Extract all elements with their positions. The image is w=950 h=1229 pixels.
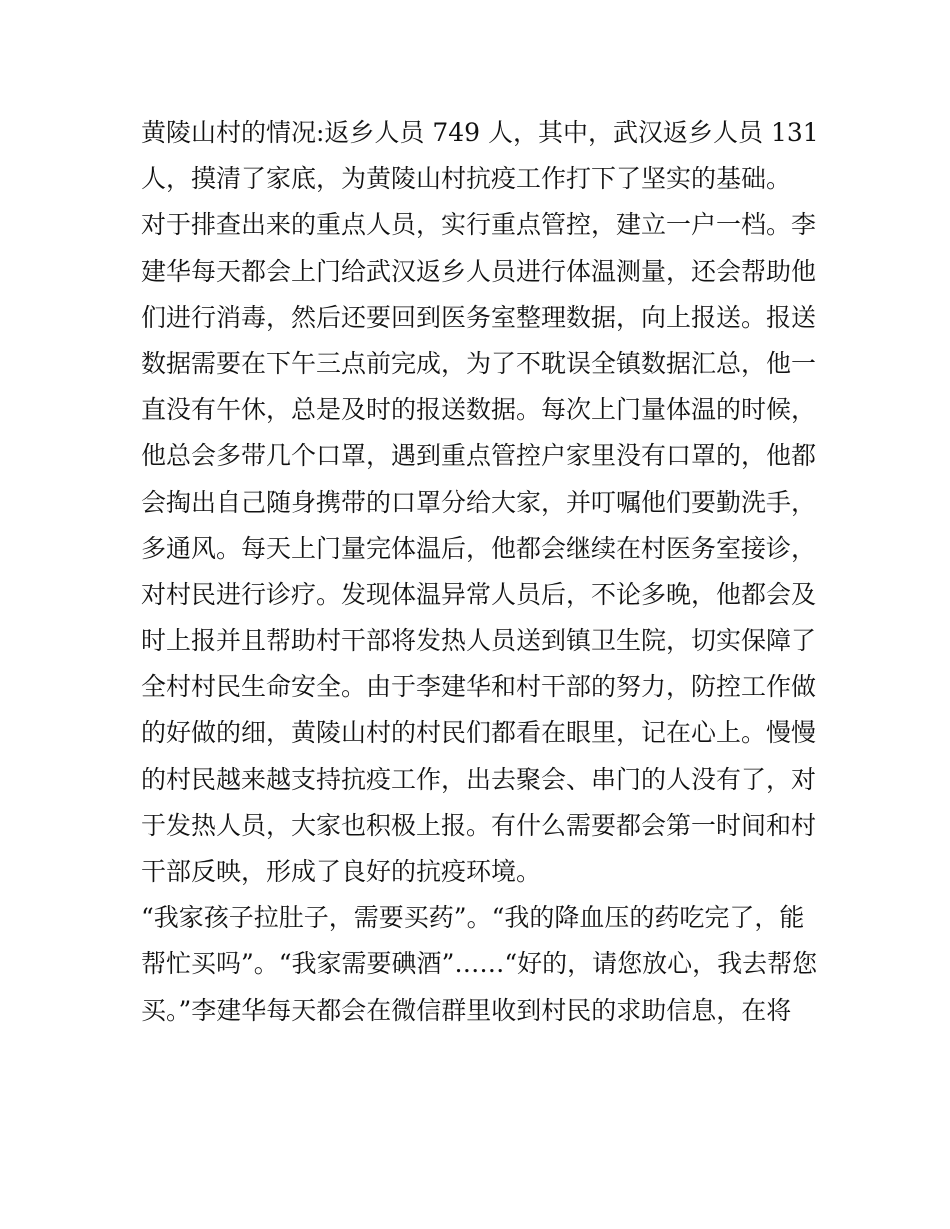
text-line: 多通风。每天上门量完体温后，他都会继续在村医务室接诊， bbox=[141, 533, 817, 563]
text-line: 们进行消毒，然后还要回到医务室整理数据，向上报送。报送 bbox=[141, 302, 817, 332]
text-line: 全村村民生命安全。由于李建华和村干部的努力，防控工作做 bbox=[141, 672, 817, 702]
body-text bbox=[141, 110, 821, 1034]
text-line: 干部反映，形成了良好的抗疫环境。 bbox=[141, 857, 542, 886]
text-line: 帮忙买吗”。“我家需要碘酒”……“好的，请您放心，我去帮您 bbox=[141, 949, 818, 979]
text-line: 买。”李建华每天都会在微信群里收到村民的求助信息，在将 bbox=[141, 995, 792, 1025]
text-line: 他总会多带几个口罩，遇到重点管控户家里没有口罩的，他都 bbox=[141, 441, 817, 471]
text-line: “我家孩子拉肚子，需要买药”。“我的降血压的药吃完了，能 bbox=[141, 903, 805, 933]
text-line: 的村民越来越支持抗疫工作，出去聚会、串门的人没有了，对 bbox=[141, 764, 817, 794]
text-line: 对于排查出来的重点人员，实行重点管控，建立一户一档。李 bbox=[141, 210, 817, 240]
text-line: 的好做的细，黄陵山村的村民们都看在眼里，记在心上。慢慢 bbox=[141, 718, 817, 748]
text-line: 人，摸清了家底，为黄陵山村抗疫工作打下了坚实的基础。 bbox=[141, 164, 792, 194]
text-line: 对村民进行诊疗。发现体温异常人员后，不论多晚，他都会及 bbox=[141, 579, 817, 609]
text-line: 数据需要在下午三点前完成，为了不耽误全镇数据汇总，他一 bbox=[141, 348, 817, 378]
text-line: 建华每天都会上门给武汉返乡人员进行体温测量，还会帮助他 bbox=[141, 256, 817, 286]
text-line: 会掏出自己随身携带的口罩分给大家，并叮嘱他们要勤洗手， bbox=[141, 487, 817, 517]
text-line: 于发热人员，大家也积极上报。有什么需要都会第一时间和村 bbox=[141, 810, 817, 840]
text-line: 直没有午休，总是及时的报送数据。每次上门量体温的时候， bbox=[141, 395, 817, 425]
text-line: 时上报并且帮助村干部将发热人员送到镇卫生院，切实保障了 bbox=[141, 626, 817, 656]
text-line: 黄陵山村的情况:返乡人员 749 人，其中，武汉返乡人员 131 bbox=[141, 118, 819, 147]
